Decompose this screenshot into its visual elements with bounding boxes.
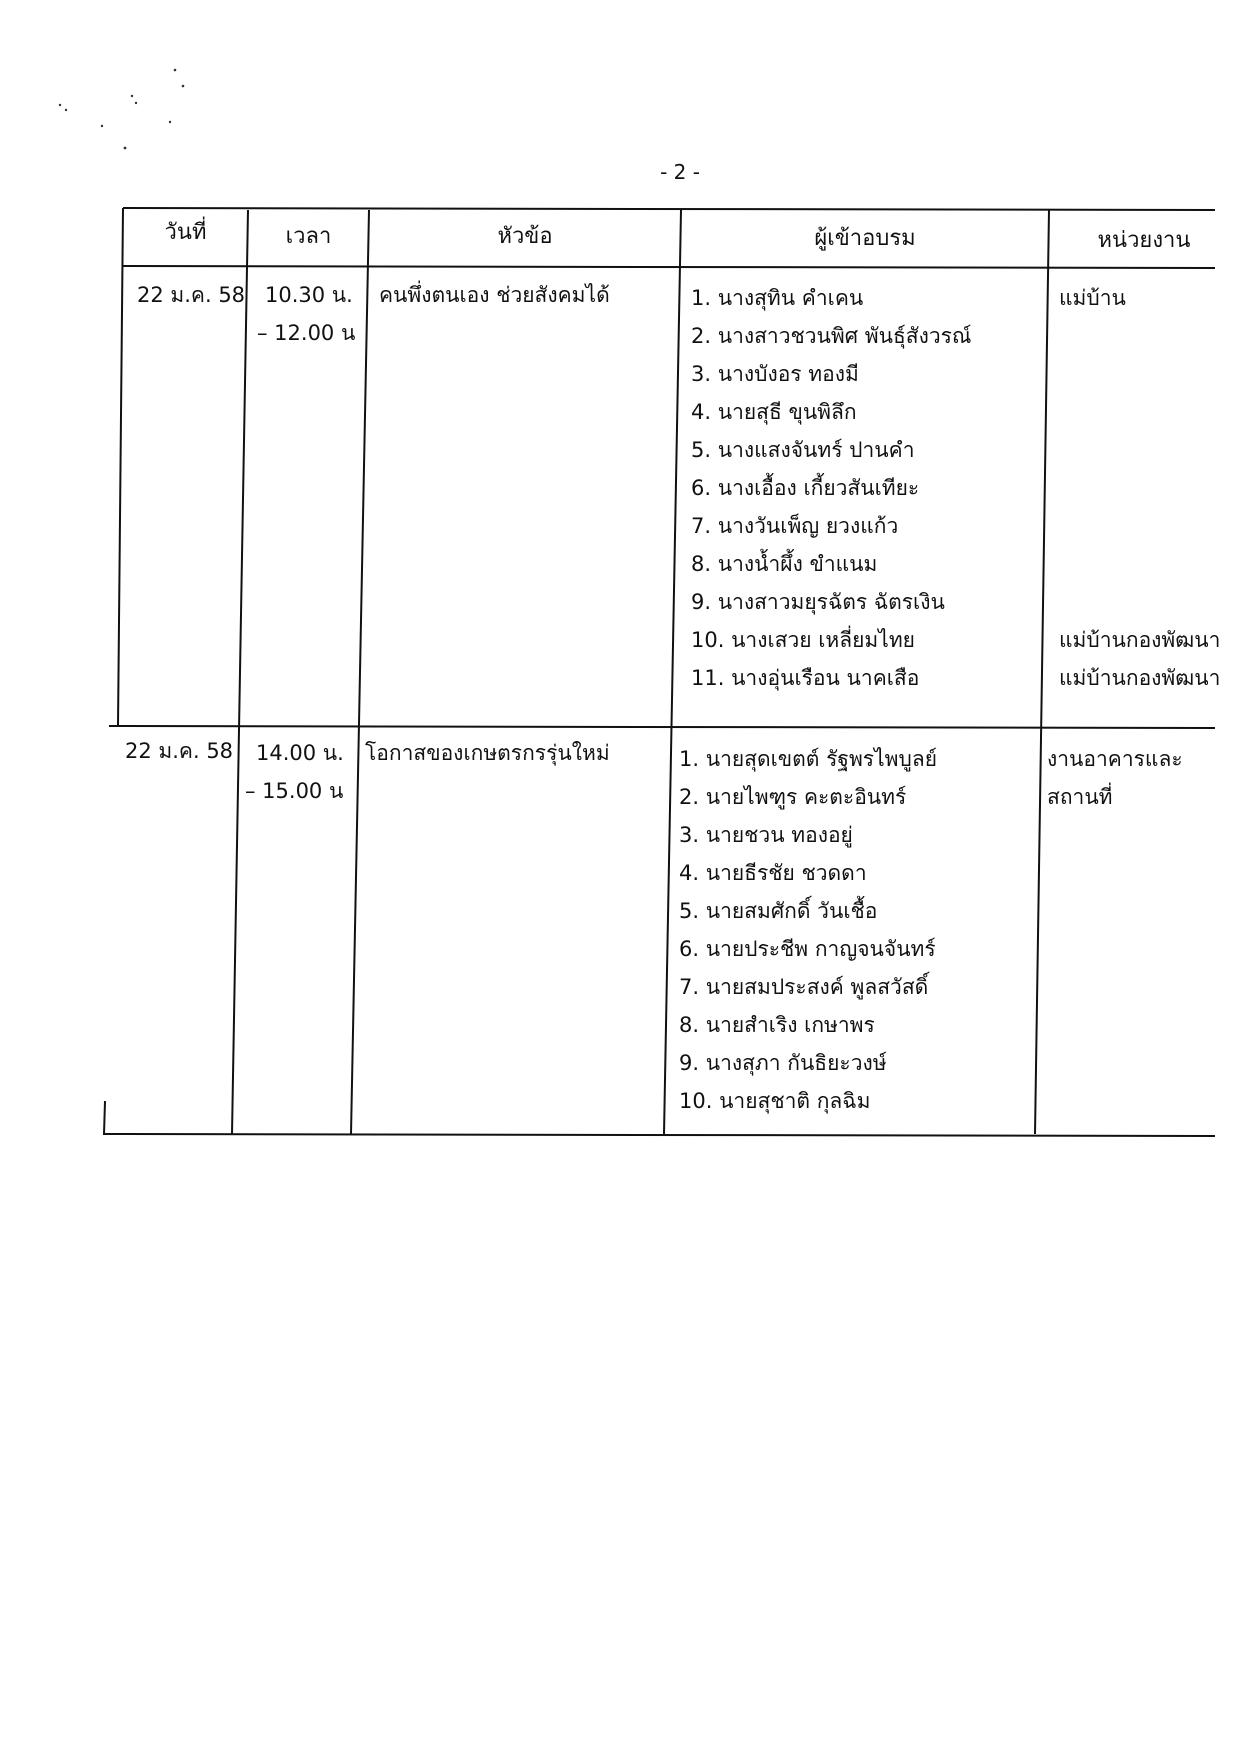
list-item: แม่บ้านกองพัฒนา (1059, 666, 1221, 690)
list-item: 4. นายสุธี ขุนพิลึก (691, 400, 857, 424)
list-item: 6. นายประชีพ กาญจนจันทร์ (679, 937, 936, 961)
list-item: 5. นางแสงจันทร์ ปานคำ (691, 438, 915, 462)
list-item: 7. นายสมประสงค์ พูลสวัสดิ์ (679, 975, 929, 999)
list-item: 2. นางสาวชวนพิศ พันธุ์สังวรณ์ (691, 324, 972, 348)
list-item: 3. นางบังอร ทองมี (691, 362, 859, 386)
list-item: 8. นางน้ำผึ้ง ขำแนม (691, 552, 878, 576)
list-item: 7. นางวันเพ็ญ ยวงแก้ว (691, 514, 899, 538)
list-item: 2. นายไพฑูร คะตะอินทร์ (679, 785, 907, 809)
list-item: สถานที่ (1047, 785, 1113, 809)
page-number: - 2 - (660, 160, 700, 184)
row2-date: 22 ม.ค. 58 (125, 739, 234, 763)
list-item: 9. นางสาวมยุรฉัตร ฉัตรเงิน (691, 590, 945, 614)
list-item: 11. นางอุ่นเรือน นาคเสือ (691, 666, 920, 690)
row2-time-end: – 15.00 น (245, 779, 344, 803)
row1-agency-list-lower (1059, 621, 1220, 697)
list-item: 1. นายสุดเขตต์ รัฐพรไพบูลย์ (679, 747, 937, 771)
list-item: แม่บ้านกองพัฒนา (1059, 628, 1221, 652)
list-item: 4. นายธีรชัย ชวดดา (679, 861, 867, 885)
list-item: แม่บ้าน (1059, 286, 1126, 310)
row1-agency-list (1059, 279, 1126, 317)
header-date: วันที่ (164, 220, 207, 245)
list-item: 8. นายสำเริง เกษาพร (679, 1013, 875, 1037)
row1-topic: คนพึ่งตนเอง ช่วยสังคมได้ (379, 283, 610, 307)
list-item: 5. นายสมศักดิ์ วันเชื้อ (679, 899, 878, 923)
row1-time-end: – 12.00 น (257, 321, 356, 345)
list-item: 6. นางเอื้อง เกี้ยวสันเทียะ (691, 476, 920, 500)
list-item: 9. นางสุภา กันธิยะวงษ์ (679, 1051, 887, 1075)
row2-time-start: 14.00 น. (256, 741, 344, 765)
training-schedule-table (103, 206, 1221, 1141)
header-topic: หัวข้อ (497, 224, 553, 249)
row1-time-start: 10.30 น. (265, 283, 353, 307)
row2-participants-list (679, 740, 937, 1120)
scan-specks (0, 0, 200, 160)
row1-date: 22 ม.ค. 58 (137, 283, 246, 307)
row2-agency-list (1047, 740, 1183, 816)
list-item: 3. นายชวน ทองอยู่ (679, 823, 853, 847)
header-agency: หน่วยงาน (1097, 228, 1191, 253)
header-participants: ผู้เข้าอบรม (814, 226, 916, 251)
list-item: 1. นางสุทิน คำเคน (691, 286, 864, 310)
list-item: 10. นางเสวย เหลี่ยมไทย (691, 628, 915, 652)
row2-topic: โอกาสของเกษตรกรรุ่นใหม่ (365, 741, 610, 765)
list-item: งานอาคารและ (1047, 747, 1183, 771)
header-time: เวลา (285, 224, 332, 249)
list-item: 10. นายสุชาติ กุลฉิม (679, 1089, 871, 1113)
row1-participants-list (691, 279, 971, 697)
